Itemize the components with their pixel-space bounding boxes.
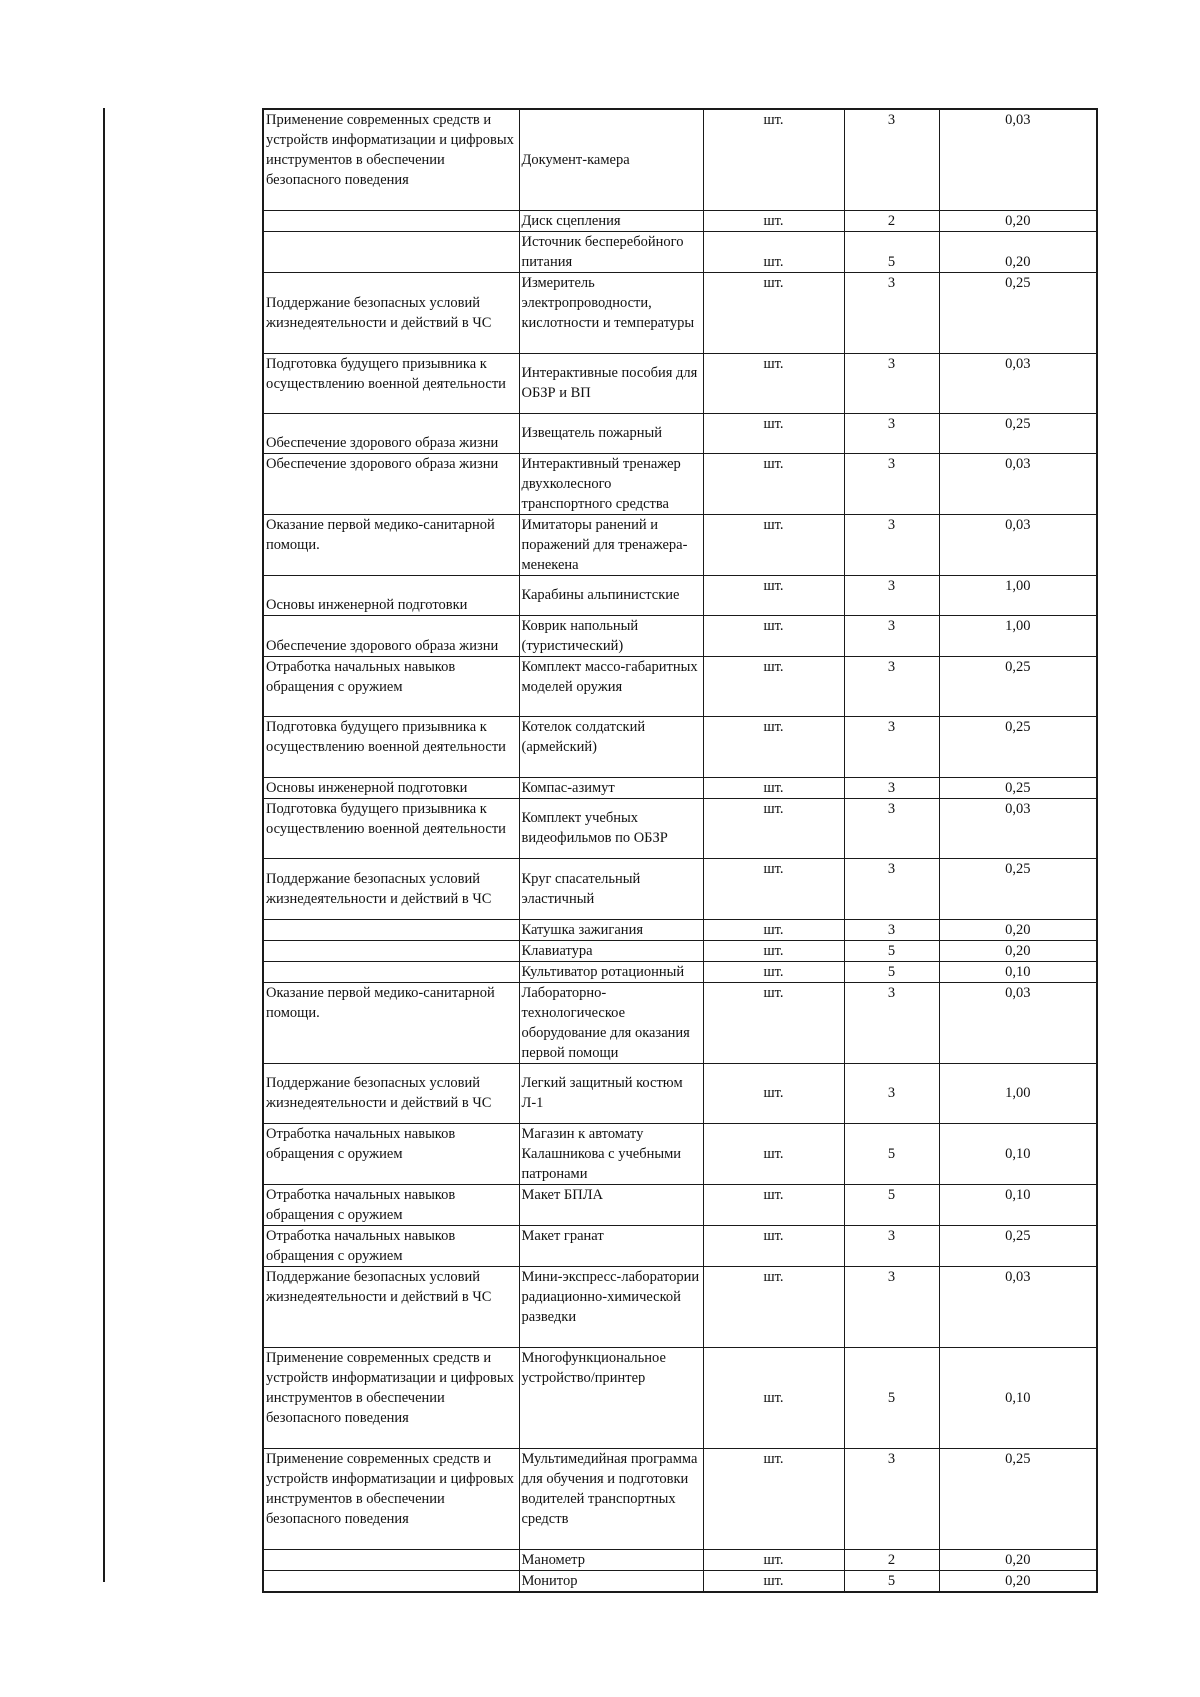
quantity-cell: 3 [844,919,939,940]
section-cell: Применение современных средств и устройств информатизации и цифровых инструментов в обеспечении безопасного поведения [263,1347,519,1448]
unit-cell: шт. [703,1123,844,1184]
share-cell: 0,25 [939,272,1097,353]
unit-cell: шт. [703,656,844,716]
quantity-cell: 3 [844,413,939,453]
unit-cell: шт. [703,1063,844,1123]
share-cell: 0,03 [939,453,1097,514]
item-name-cell: Клавиатура [519,940,703,961]
share-cell: 0,20 [939,1549,1097,1570]
section-cell: Отработка начальных навыков обращения с оружием [263,656,519,716]
section-cell: Поддержание безопасных условий жизнедеятельности и действий в ЧС [263,1063,519,1123]
quantity-cell: 3 [844,453,939,514]
unit-cell: шт. [703,231,844,272]
quantity-cell: 3 [844,1266,939,1347]
section-cell: Оказание первой медико-санитарной помощи. [263,514,519,575]
quantity-cell: 3 [844,777,939,798]
share-cell: 0,03 [939,514,1097,575]
quantity-cell: 5 [844,231,939,272]
quantity-cell: 5 [844,1570,939,1592]
share-cell: 1,00 [939,1063,1097,1123]
table-row [263,1063,1097,1123]
table-row [263,615,1097,656]
unit-cell: шт. [703,940,844,961]
share-cell: 0,03 [939,353,1097,413]
table-row [263,413,1097,453]
section-cell: Поддержание безопасных условий жизнедеятельности и действий в ЧС [263,272,519,353]
share-cell: 0,03 [939,109,1097,210]
table-row [263,1549,1097,1570]
table-row [263,858,1097,919]
section-cell: Подготовка будущего призывника к осуществлению военной деятельности [263,353,519,413]
unit-cell: шт. [703,1266,844,1347]
share-cell: 0,10 [939,1347,1097,1448]
item-name-cell: Диск сцепления [519,210,703,231]
share-cell: 0,25 [939,1225,1097,1266]
quantity-cell: 3 [844,514,939,575]
section-cell: Основы инженерной подготовки [263,777,519,798]
quantity-cell: 3 [844,1225,939,1266]
table-row [263,453,1097,514]
unit-cell: шт. [703,353,844,413]
quantity-cell: 3 [844,353,939,413]
unit-cell: шт. [703,1347,844,1448]
quantity-cell: 3 [844,716,939,777]
quantity-cell: 5 [844,1347,939,1448]
quantity-cell: 3 [844,575,939,615]
section-cell: Основы инженерной подготовки [263,575,519,615]
quantity-cell: 3 [844,109,939,210]
unit-cell: шт. [703,109,844,210]
unit-cell: шт. [703,1549,844,1570]
quantity-cell: 5 [844,961,939,982]
share-cell: 0,25 [939,777,1097,798]
section-cell: Обеспечение здорового образа жизни [263,413,519,453]
section-cell: Отработка начальных навыков обращения с оружием [263,1184,519,1225]
item-name-cell: Круг спасательный эластичный [519,858,703,919]
table-row [263,353,1097,413]
share-cell: 0,03 [939,798,1097,858]
item-name-cell: Мини-экспресс-лаборатории радиационно-химической разведки [519,1266,703,1347]
table-row [263,1347,1097,1448]
section-cell: Отработка начальных навыков обращения с оружием [263,1123,519,1184]
page-margin-line [103,108,105,1582]
share-cell: 1,00 [939,615,1097,656]
quantity-cell: 2 [844,1549,939,1570]
section-cell: Применение современных средств и устройств информатизации и цифровых инструментов в обеспечении безопасного поведения [263,109,519,210]
share-cell: 0,25 [939,858,1097,919]
item-name-cell: Комплект массо-габаритных моделей оружия [519,656,703,716]
section-cell: Подготовка будущего призывника к осуществлению военной деятельности [263,716,519,777]
section-cell: Обеспечение здорового образа жизни [263,453,519,514]
share-cell: 0,20 [939,231,1097,272]
quantity-cell: 3 [844,798,939,858]
share-cell: 0,20 [939,919,1097,940]
unit-cell: шт. [703,961,844,982]
item-name-cell: Интерактивные пособия для ОБЗР и ВП [519,353,703,413]
item-name-cell: Извещатель пожарный [519,413,703,453]
item-name-cell: Документ-камера [519,109,703,210]
item-name-cell: Макет гранат [519,1225,703,1266]
table-row [263,656,1097,716]
item-name-cell: Коврик напольный (туристический) [519,615,703,656]
quantity-cell: 3 [844,1063,939,1123]
unit-cell: шт. [703,982,844,1063]
table-row [263,777,1097,798]
quantity-cell: 3 [844,656,939,716]
share-cell: 0,03 [939,982,1097,1063]
item-name-cell: Измеритель электропроводности, кислотности и температуры [519,272,703,353]
table-row [263,1184,1097,1225]
quantity-cell: 2 [844,210,939,231]
unit-cell: шт. [703,413,844,453]
quantity-cell: 5 [844,1123,939,1184]
section-cell [263,1570,519,1592]
section-cell: Обеспечение здорового образа жизни [263,615,519,656]
table-row [263,1123,1097,1184]
item-name-cell: Магазин к автомату Калашникова с учебными патронами [519,1123,703,1184]
section-cell [263,1549,519,1570]
item-name-cell: Культиватор ротационный [519,961,703,982]
section-cell [263,940,519,961]
share-cell: 0,10 [939,1123,1097,1184]
table-row [263,982,1097,1063]
item-name-cell: Манометр [519,1549,703,1570]
share-cell: 0,20 [939,940,1097,961]
table-row [263,514,1097,575]
unit-cell: шт. [703,716,844,777]
share-cell: 0,25 [939,656,1097,716]
unit-cell: шт. [703,1448,844,1549]
share-cell: 0,25 [939,413,1097,453]
table-row [263,961,1097,982]
item-name-cell: Многофункциональное устройство/принтер [519,1347,703,1448]
item-name-cell: Карабины альпинистские [519,575,703,615]
table-row [263,798,1097,858]
table-row [263,1225,1097,1266]
unit-cell: шт. [703,272,844,353]
section-cell: Поддержание безопасных условий жизнедеятельности и действий в ЧС [263,858,519,919]
quantity-cell: 3 [844,272,939,353]
item-name-cell: Лабораторно-технологическое оборудование для оказания первой помощи [519,982,703,1063]
section-cell [263,961,519,982]
unit-cell: шт. [703,1184,844,1225]
equipment-table [262,108,1098,1593]
quantity-cell: 3 [844,1448,939,1549]
share-cell: 1,00 [939,575,1097,615]
section-cell: Применение современных средств и устройств информатизации и цифровых инструментов в обеспечении безопасного поведения [263,1448,519,1549]
section-cell: Поддержание безопасных условий жизнедеятельности и действий в ЧС [263,1266,519,1347]
item-name-cell: Источник бесперебойного питания [519,231,703,272]
quantity-cell: 3 [844,615,939,656]
unit-cell: шт. [703,575,844,615]
item-name-cell: Катушка зажигания [519,919,703,940]
table-row [263,272,1097,353]
table-row [263,575,1097,615]
item-name-cell: Котелок солдатский (армейский) [519,716,703,777]
table-row [263,1448,1097,1549]
item-name-cell: Легкий защитный костюм Л-1 [519,1063,703,1123]
table-row [263,940,1097,961]
item-name-cell: Комплект учебных видеофильмов по ОБЗР [519,798,703,858]
section-cell: Оказание первой медико-санитарной помощи. [263,982,519,1063]
item-name-cell: Интерактивный тренажер двухколесного транспортного средства [519,453,703,514]
quantity-cell: 5 [844,940,939,961]
quantity-cell: 5 [844,1184,939,1225]
share-cell: 0,25 [939,1448,1097,1549]
item-name-cell: Макет БПЛА [519,1184,703,1225]
item-name-cell: Компас-азимут [519,777,703,798]
section-cell: Отработка начальных навыков обращения с оружием [263,1225,519,1266]
share-cell: 0,10 [939,961,1097,982]
table-row [263,109,1097,210]
table-row [263,716,1097,777]
unit-cell: шт. [703,919,844,940]
table-row [263,1570,1097,1592]
unit-cell: шт. [703,453,844,514]
quantity-cell: 3 [844,858,939,919]
table-row [263,231,1097,272]
section-cell [263,210,519,231]
item-name-cell: Имитаторы ранений и поражений для тренажера-менекена [519,514,703,575]
unit-cell: шт. [703,858,844,919]
quantity-cell: 3 [844,982,939,1063]
share-cell: 0,20 [939,1570,1097,1592]
table-row [263,919,1097,940]
table-row [263,1266,1097,1347]
share-cell: 0,03 [939,1266,1097,1347]
share-cell: 0,25 [939,716,1097,777]
unit-cell: шт. [703,798,844,858]
section-cell [263,231,519,272]
section-cell [263,919,519,940]
table-row [263,210,1097,231]
item-name-cell: Мультимедийная программа для обучения и подготовки водителей транспортных средств [519,1448,703,1549]
unit-cell: шт. [703,210,844,231]
unit-cell: шт. [703,1225,844,1266]
unit-cell: шт. [703,514,844,575]
unit-cell: шт. [703,615,844,656]
share-cell: 0,10 [939,1184,1097,1225]
item-name-cell: Монитор [519,1570,703,1592]
unit-cell: шт. [703,777,844,798]
unit-cell: шт. [703,1570,844,1592]
section-cell: Подготовка будущего призывника к осуществлению военной деятельности [263,798,519,858]
share-cell: 0,20 [939,210,1097,231]
